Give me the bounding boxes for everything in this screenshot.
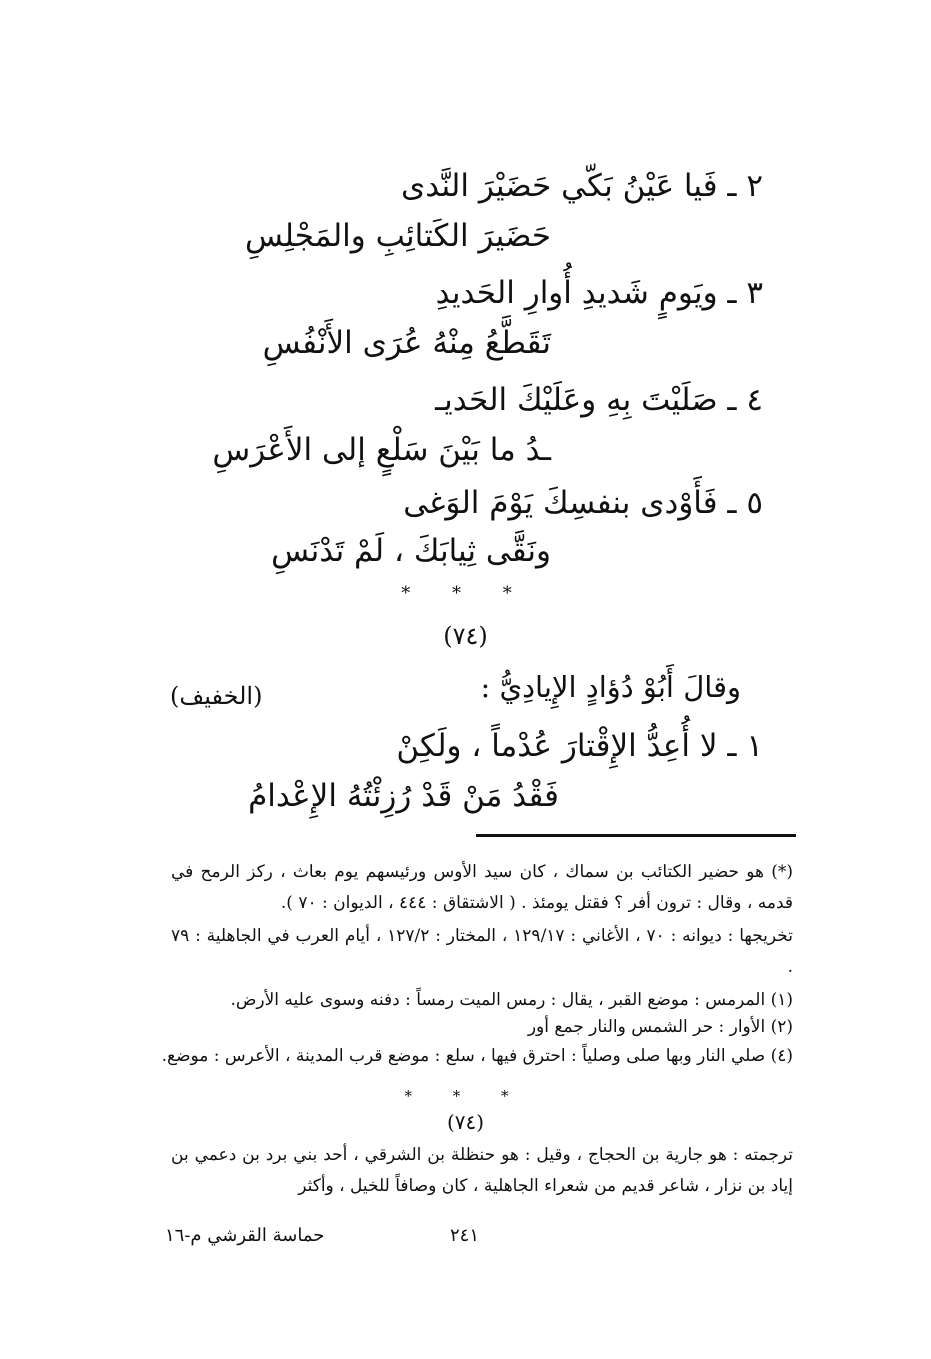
verse-2-first-hemistich: ٢ ـ فَيا عَيْنُ بَكّي حَضَيْرَ النَّدى (401, 168, 763, 204)
footnote-poem-number: (٧٤) (446, 1110, 485, 1134)
poem-74-verse-1-first: ١ ـ لا أُعِدُّ الإِقْتارَ عُدْماً ، ولَكِنْ (396, 728, 763, 764)
verse-4-first-hemistich: ٤ ـ صَلَيْتَ بِهِ وعَلَيْكَ الحَديـ (435, 382, 763, 418)
verse-3-second-hemistich: تَقَطَّعُ مِنْهُ عُرَى الأَنْفُسِ (262, 325, 551, 361)
footnote-tarjama: ترجمته : هو جارية بن الحجاج ، وقيل : هو حنظلة بن الشرقي ، أحد بني برد بن دعمي بن إياد بن نزار ، شاعر قديم من شعراء الجاهلية ، كان وصافاً للخيل ، وأكثر (171, 1145, 793, 1196)
verse-5-first-hemistich: ٥ ـ فَأَوْدى بنفسِكَ يَوْمَ الوَغى (403, 485, 763, 521)
footnote-1: (١) المرمس : موضع القبر ، يقال : رمس الميت رمساً : دفنه وسوى عليه الأرض. (230, 990, 793, 1010)
page-number: ٢٤١ (450, 1225, 480, 1246)
poem-74-verse-1-second: فَقْدُ مَنْ قَدْ رُزِئْتُهُ الإِعْدامُ (248, 778, 559, 814)
verse-4-second-hemistich: ـدُ ما بَيْنَ سَلْعٍ إلى الأَعْرَسِ (212, 432, 551, 468)
footnote-separator: * * * (404, 1087, 527, 1105)
footnote-2: (٢) الأوار : حر الشمس والنار جمع أور (527, 1017, 793, 1037)
footnote-4: (٤) صلي النار وبها صلى وصلياً : احترق فيها ، سلع : موضع قرب المدينة ، الأعرس : موضع. (161, 1046, 793, 1066)
footnote-rule (476, 834, 796, 837)
section-separator: * * * (401, 583, 530, 604)
poem-meter: (الخفيف) (170, 682, 263, 710)
verse-5-second-hemistich: ونَقَّى ثِيابَكَ ، لَمْ تَدْنَسِ (271, 533, 551, 569)
poem-intro: وقالَ أَبُوْ دُؤادٍ الإِيادِيُّ : (480, 670, 741, 704)
running-title: حماسة القرشي م-١٦ (165, 1225, 325, 1246)
footnote-star: (*) هو حضير الكتائب بن سماك ، كان سيد الأوس ورئيسهم يوم بعاث ، ركز الرمح في قدمه ، وقال : ترون أفر ؟ فقتل يومئذ . ( الاشتقاق : ٤٤٤ ، الديوان : ٧٠ ). (171, 862, 793, 913)
verse-2-second-hemistich: حَضَيرَ الكَتائِبِ والمَجْلِسِ (244, 218, 551, 254)
poem-number: (٧٤) (443, 622, 488, 650)
footnote-takhrij: تخريجها : ديوانه : ٧٠ ، الأغاني : ١٢٩/١٧ ، المختار : ١٢٧/٢ ، أيام العرب في الجاهلية : ٧٩ . (171, 926, 794, 977)
verse-3-first-hemistich: ٣ ـ ويَومٍ شَديدِ أُوارِ الحَديدِ (435, 275, 763, 311)
